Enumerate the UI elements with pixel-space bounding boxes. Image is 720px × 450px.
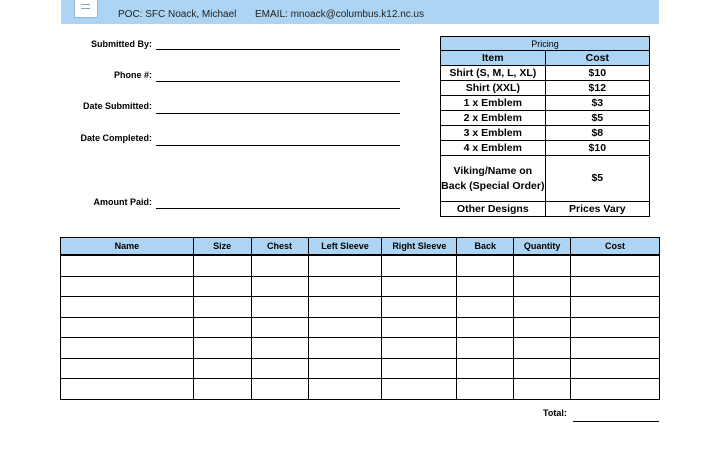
total-label: Total: (543, 408, 567, 418)
order-row (61, 255, 660, 276)
order-cell-cost[interactable] (571, 276, 660, 297)
order-rows (61, 255, 660, 399)
order-row (61, 317, 660, 338)
order-cell-left-sleeve[interactable] (308, 358, 382, 379)
order-cell-back[interactable] (457, 317, 514, 338)
pricing-item: Shirt (S, M, L, XL) (441, 66, 546, 81)
order-cell-quantity[interactable] (514, 297, 571, 318)
order-cell-chest[interactable] (251, 317, 308, 338)
order-cell-name[interactable] (61, 317, 194, 338)
order-table (60, 237, 660, 400)
document-icon (74, 0, 98, 18)
order-cell-cost[interactable] (571, 297, 660, 318)
order-row (61, 276, 660, 297)
order-header-quantity: Quantity (514, 238, 571, 256)
order-cell-left-sleeve[interactable] (308, 255, 382, 276)
order-cell-size[interactable] (193, 276, 251, 297)
order-cell-name[interactable] (61, 358, 194, 379)
order-row (61, 338, 660, 359)
order-cell-left-sleeve[interactable] (308, 276, 382, 297)
date-submitted-field[interactable] (156, 113, 400, 114)
pricing-cost: Prices Vary (545, 202, 649, 217)
order-cell-quantity[interactable] (514, 255, 571, 276)
pricing-cost: $5 (545, 156, 649, 202)
order-cell-quantity[interactable] (514, 358, 571, 379)
order-cell-cost[interactable] (571, 338, 660, 359)
pricing-row (441, 81, 650, 96)
pricing-item: 2 x Emblem (441, 111, 546, 126)
order-row (61, 379, 660, 400)
date-completed-label: Date Completed: (80, 133, 152, 143)
order-cell-quantity[interactable] (514, 276, 571, 297)
order-cell-name[interactable] (61, 276, 194, 297)
pricing-item: Other Designs (441, 202, 546, 217)
order-cell-size[interactable] (193, 379, 251, 400)
order-cell-back[interactable] (457, 255, 514, 276)
order-cell-back[interactable] (457, 338, 514, 359)
order-cell-cost[interactable] (571, 255, 660, 276)
order-cell-name[interactable] (61, 338, 194, 359)
pricing-title: Pricing (441, 37, 650, 51)
order-cell-name[interactable] (61, 255, 194, 276)
order-cell-left-sleeve[interactable] (308, 317, 382, 338)
pricing-header-cost: Cost (545, 51, 649, 66)
order-cell-cost[interactable] (571, 317, 660, 338)
order-header-size: Size (193, 238, 251, 256)
order-cell-left-sleeve[interactable] (308, 338, 382, 359)
order-cell-back[interactable] (457, 379, 514, 400)
order-cell-right-sleeve[interactable] (382, 297, 457, 318)
order-header-right-sleeve: Right Sleeve (382, 238, 457, 256)
order-cell-right-sleeve[interactable] (382, 379, 457, 400)
order-cell-quantity[interactable] (514, 379, 571, 400)
pricing-item: Viking/Name on Back (Special Order) (441, 156, 546, 202)
pricing-table (440, 36, 650, 217)
amount-paid-label: Amount Paid: (93, 197, 152, 207)
poc-text: POC: SFC Noack, Michael (118, 9, 237, 20)
order-cell-chest[interactable] (251, 338, 308, 359)
pricing-cost: $8 (545, 126, 649, 141)
order-cell-cost[interactable] (571, 358, 660, 379)
order-cell-name[interactable] (61, 297, 194, 318)
order-row (61, 297, 660, 318)
phone-label: Phone #: (113, 70, 152, 80)
order-cell-size[interactable] (193, 317, 251, 338)
date-completed-field[interactable] (156, 145, 400, 146)
pricing-item: 1 x Emblem (441, 96, 546, 111)
pricing-header-item: Item (441, 51, 546, 66)
order-cell-chest[interactable] (251, 358, 308, 379)
order-cell-quantity[interactable] (514, 338, 571, 359)
pricing-cost: $12 (545, 81, 649, 96)
order-row (61, 358, 660, 379)
pricing-row (441, 96, 650, 111)
pricing-item: Shirt (XXL) (441, 81, 546, 96)
order-cell-cost[interactable] (571, 379, 660, 400)
order-cell-right-sleeve[interactable] (382, 276, 457, 297)
order-cell-size[interactable] (193, 338, 251, 359)
order-cell-chest[interactable] (251, 297, 308, 318)
order-cell-right-sleeve[interactable] (382, 358, 457, 379)
order-cell-size[interactable] (193, 255, 251, 276)
order-header-chest: Chest (251, 238, 308, 256)
order-cell-right-sleeve[interactable] (382, 255, 457, 276)
order-cell-back[interactable] (457, 276, 514, 297)
order-cell-size[interactable] (193, 358, 251, 379)
pricing-row (441, 202, 650, 217)
order-cell-chest[interactable] (251, 255, 308, 276)
pricing-cost: $3 (545, 96, 649, 111)
pricing-cost: $5 (545, 111, 649, 126)
order-header-left-sleeve: Left Sleeve (308, 238, 382, 256)
pricing-cost: $10 (545, 66, 649, 81)
pricing-row (441, 111, 650, 126)
submitted-by-label: Submitted By: (90, 39, 152, 49)
order-cell-back[interactable] (457, 297, 514, 318)
amount-paid-field[interactable] (156, 208, 400, 209)
order-cell-name[interactable] (61, 379, 194, 400)
order-cell-back[interactable] (457, 358, 514, 379)
order-header-back: Back (457, 238, 514, 256)
order-cell-right-sleeve[interactable] (382, 338, 457, 359)
order-cell-left-sleeve[interactable] (308, 297, 382, 318)
email-text: EMAIL: mnoack@columbus.k12.nc.us (255, 9, 425, 20)
order-header-name: Name (61, 238, 194, 256)
date-submitted-label: Date Submitted: (82, 101, 152, 111)
order-cell-right-sleeve[interactable] (382, 317, 457, 338)
order-cell-quantity[interactable] (514, 317, 571, 338)
pricing-item: 3 x Emblem (441, 126, 546, 141)
pricing-row (441, 126, 650, 141)
pricing-row (441, 141, 650, 156)
pricing-item: 4 x Emblem (441, 141, 546, 156)
submitted-by-field[interactable] (156, 49, 400, 50)
order-cell-chest[interactable] (251, 379, 308, 400)
total-field[interactable] (573, 421, 659, 422)
order-cell-size[interactable] (193, 297, 251, 318)
pricing-row (441, 156, 650, 202)
order-header-cost: Cost (571, 238, 660, 256)
phone-field[interactable] (156, 81, 400, 82)
order-cell-left-sleeve[interactable] (308, 379, 382, 400)
order-cell-chest[interactable] (251, 276, 308, 297)
pricing-row (441, 66, 650, 81)
pricing-cost: $10 (545, 141, 649, 156)
